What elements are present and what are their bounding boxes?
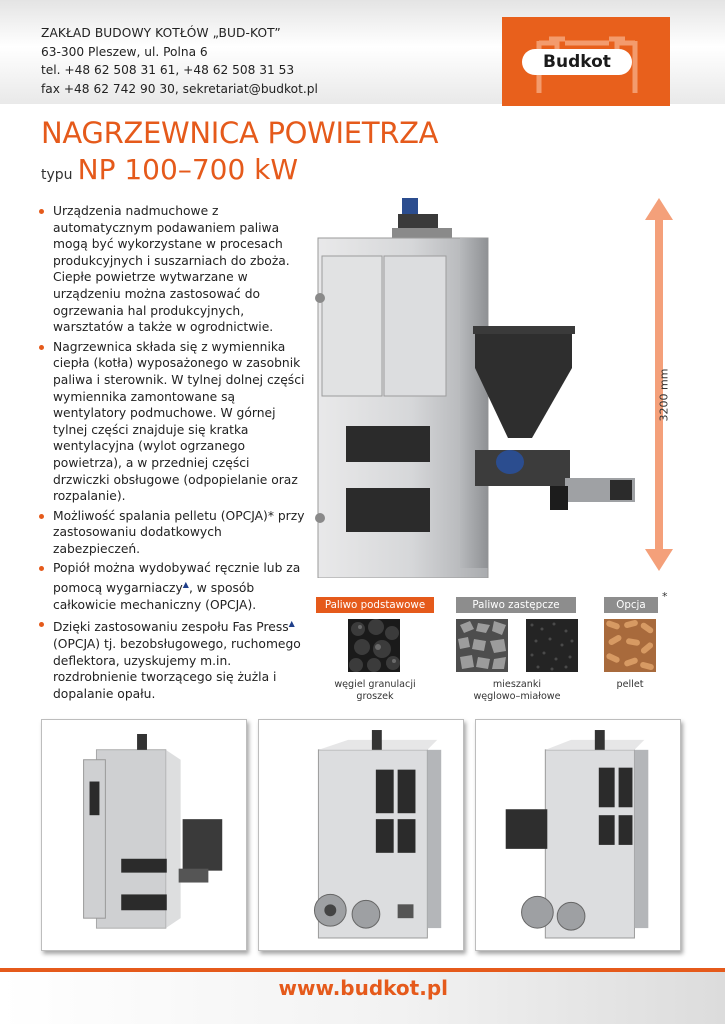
primary-caption-line: węgiel granulacji bbox=[334, 679, 416, 690]
company-name: ZAKŁAD BUDOWY KOTŁÓW „BUD-KOT” bbox=[41, 26, 281, 40]
alternative-fuel-caption bbox=[456, 679, 578, 703]
primary-caption-line: groszek bbox=[356, 691, 394, 702]
option-caption-line: pellet bbox=[616, 679, 644, 690]
primary-fuel-caption bbox=[320, 679, 430, 703]
height-label-text: 3200 mm bbox=[657, 368, 671, 422]
feature-text: , w sposób całkowicie mechaniczny (OPCJA). bbox=[53, 581, 257, 612]
heater-left-view-image bbox=[42, 720, 246, 950]
alt-caption-line: mieszanki bbox=[492, 679, 542, 690]
alt-caption-line: węglowo–miałowe bbox=[473, 691, 561, 702]
page-subtitle bbox=[41, 153, 298, 186]
feature-item: Nagrzewnica składa się z wymiennika ciepła (kotła) wyposażonego w zasobnik paliwa i sterownik. W tylnej dolnej części wymiennika zamontowane są wentylatory podmuchowe. W górnej tylnej części znajduje się kratka wentylacyjna (wylot ogrzanego powietrza), a w przedniej części drzwiczki obsługowe (odpopielanie oraz rozpalanie). bbox=[39, 339, 307, 505]
feature-text: Popiół można wydobywać ręcznie lub za pomocą wygarniaczy bbox=[53, 561, 301, 596]
feature-item bbox=[39, 616, 307, 702]
coal-mix-swatch-1 bbox=[456, 619, 508, 672]
height-label bbox=[654, 360, 674, 430]
triangle-marker-icon: ▲ bbox=[182, 580, 189, 590]
feature-list bbox=[39, 203, 307, 705]
contact-block bbox=[41, 24, 318, 98]
coal-pea-swatch bbox=[348, 619, 400, 672]
feature-text: Dzięki zastosowaniu zespołu Fas Press bbox=[53, 620, 289, 635]
primary-fuel-tag: Paliwo podstawowe bbox=[316, 597, 434, 613]
company-fax-email: fax +48 62 742 90 30, sekretariat@budkot.pl bbox=[41, 81, 318, 96]
logo-text: Budkot bbox=[522, 49, 632, 75]
page-title: NAGRZEWNICA POWIETRZA bbox=[41, 116, 439, 150]
option-fuel-caption bbox=[600, 679, 660, 691]
product-photo-left-view bbox=[41, 719, 247, 951]
product-photo-rear-angle-view bbox=[475, 719, 681, 951]
website-link[interactable]: www.budkot.pl bbox=[278, 976, 448, 1000]
option-asterisk: * bbox=[662, 590, 668, 603]
coal-mix-swatch-2 bbox=[526, 619, 578, 672]
feature-item bbox=[39, 560, 307, 613]
option-fuel-tag: Opcja bbox=[604, 597, 658, 613]
alternative-fuel-tag: Paliwo zastępcze bbox=[456, 597, 576, 613]
feature-text: (OPCJA) tj. bezobsługowego, ruchomego deflektora, uzyskujemy m.in. rozdrobnienie tworzącego się żużla i dopalanie opału. bbox=[53, 637, 301, 701]
triangle-marker-icon: ▲ bbox=[288, 619, 295, 629]
heater-rear-angle-image bbox=[476, 720, 680, 950]
pellet-swatch bbox=[604, 619, 656, 672]
subtitle-prefix: typu bbox=[41, 167, 73, 183]
air-heater-product-image bbox=[310, 188, 640, 578]
product-photo-back-view bbox=[258, 719, 464, 951]
subtitle-model: NP 100–700 kW bbox=[77, 153, 299, 186]
company-phone: tel. +48 62 508 31 61, +48 62 508 31 53 bbox=[41, 63, 295, 77]
company-address: 63-300 Pleszew, ul. Polna 6 bbox=[41, 44, 208, 59]
feature-item: Urządzenia nadmuchowe z automatycznym podawaniem paliwa mogą być wykorzystane w procesach produkcyjnych i suszarniach do zboża. Ciepłe powietrze wytwarzane w urządzeniu można zastosować do ogrzewania hal produkcyjnych, warsztatów a także w ogrodnictwie. bbox=[39, 203, 307, 336]
budkot-logo bbox=[502, 17, 670, 106]
feature-item: Możliwość spalania pelletu (OPCJA)* przy zastosowaniu dodatkowych zabezpieczeń. bbox=[39, 508, 307, 558]
heater-back-view-image bbox=[259, 720, 463, 950]
footer-accent-bar bbox=[0, 968, 725, 972]
